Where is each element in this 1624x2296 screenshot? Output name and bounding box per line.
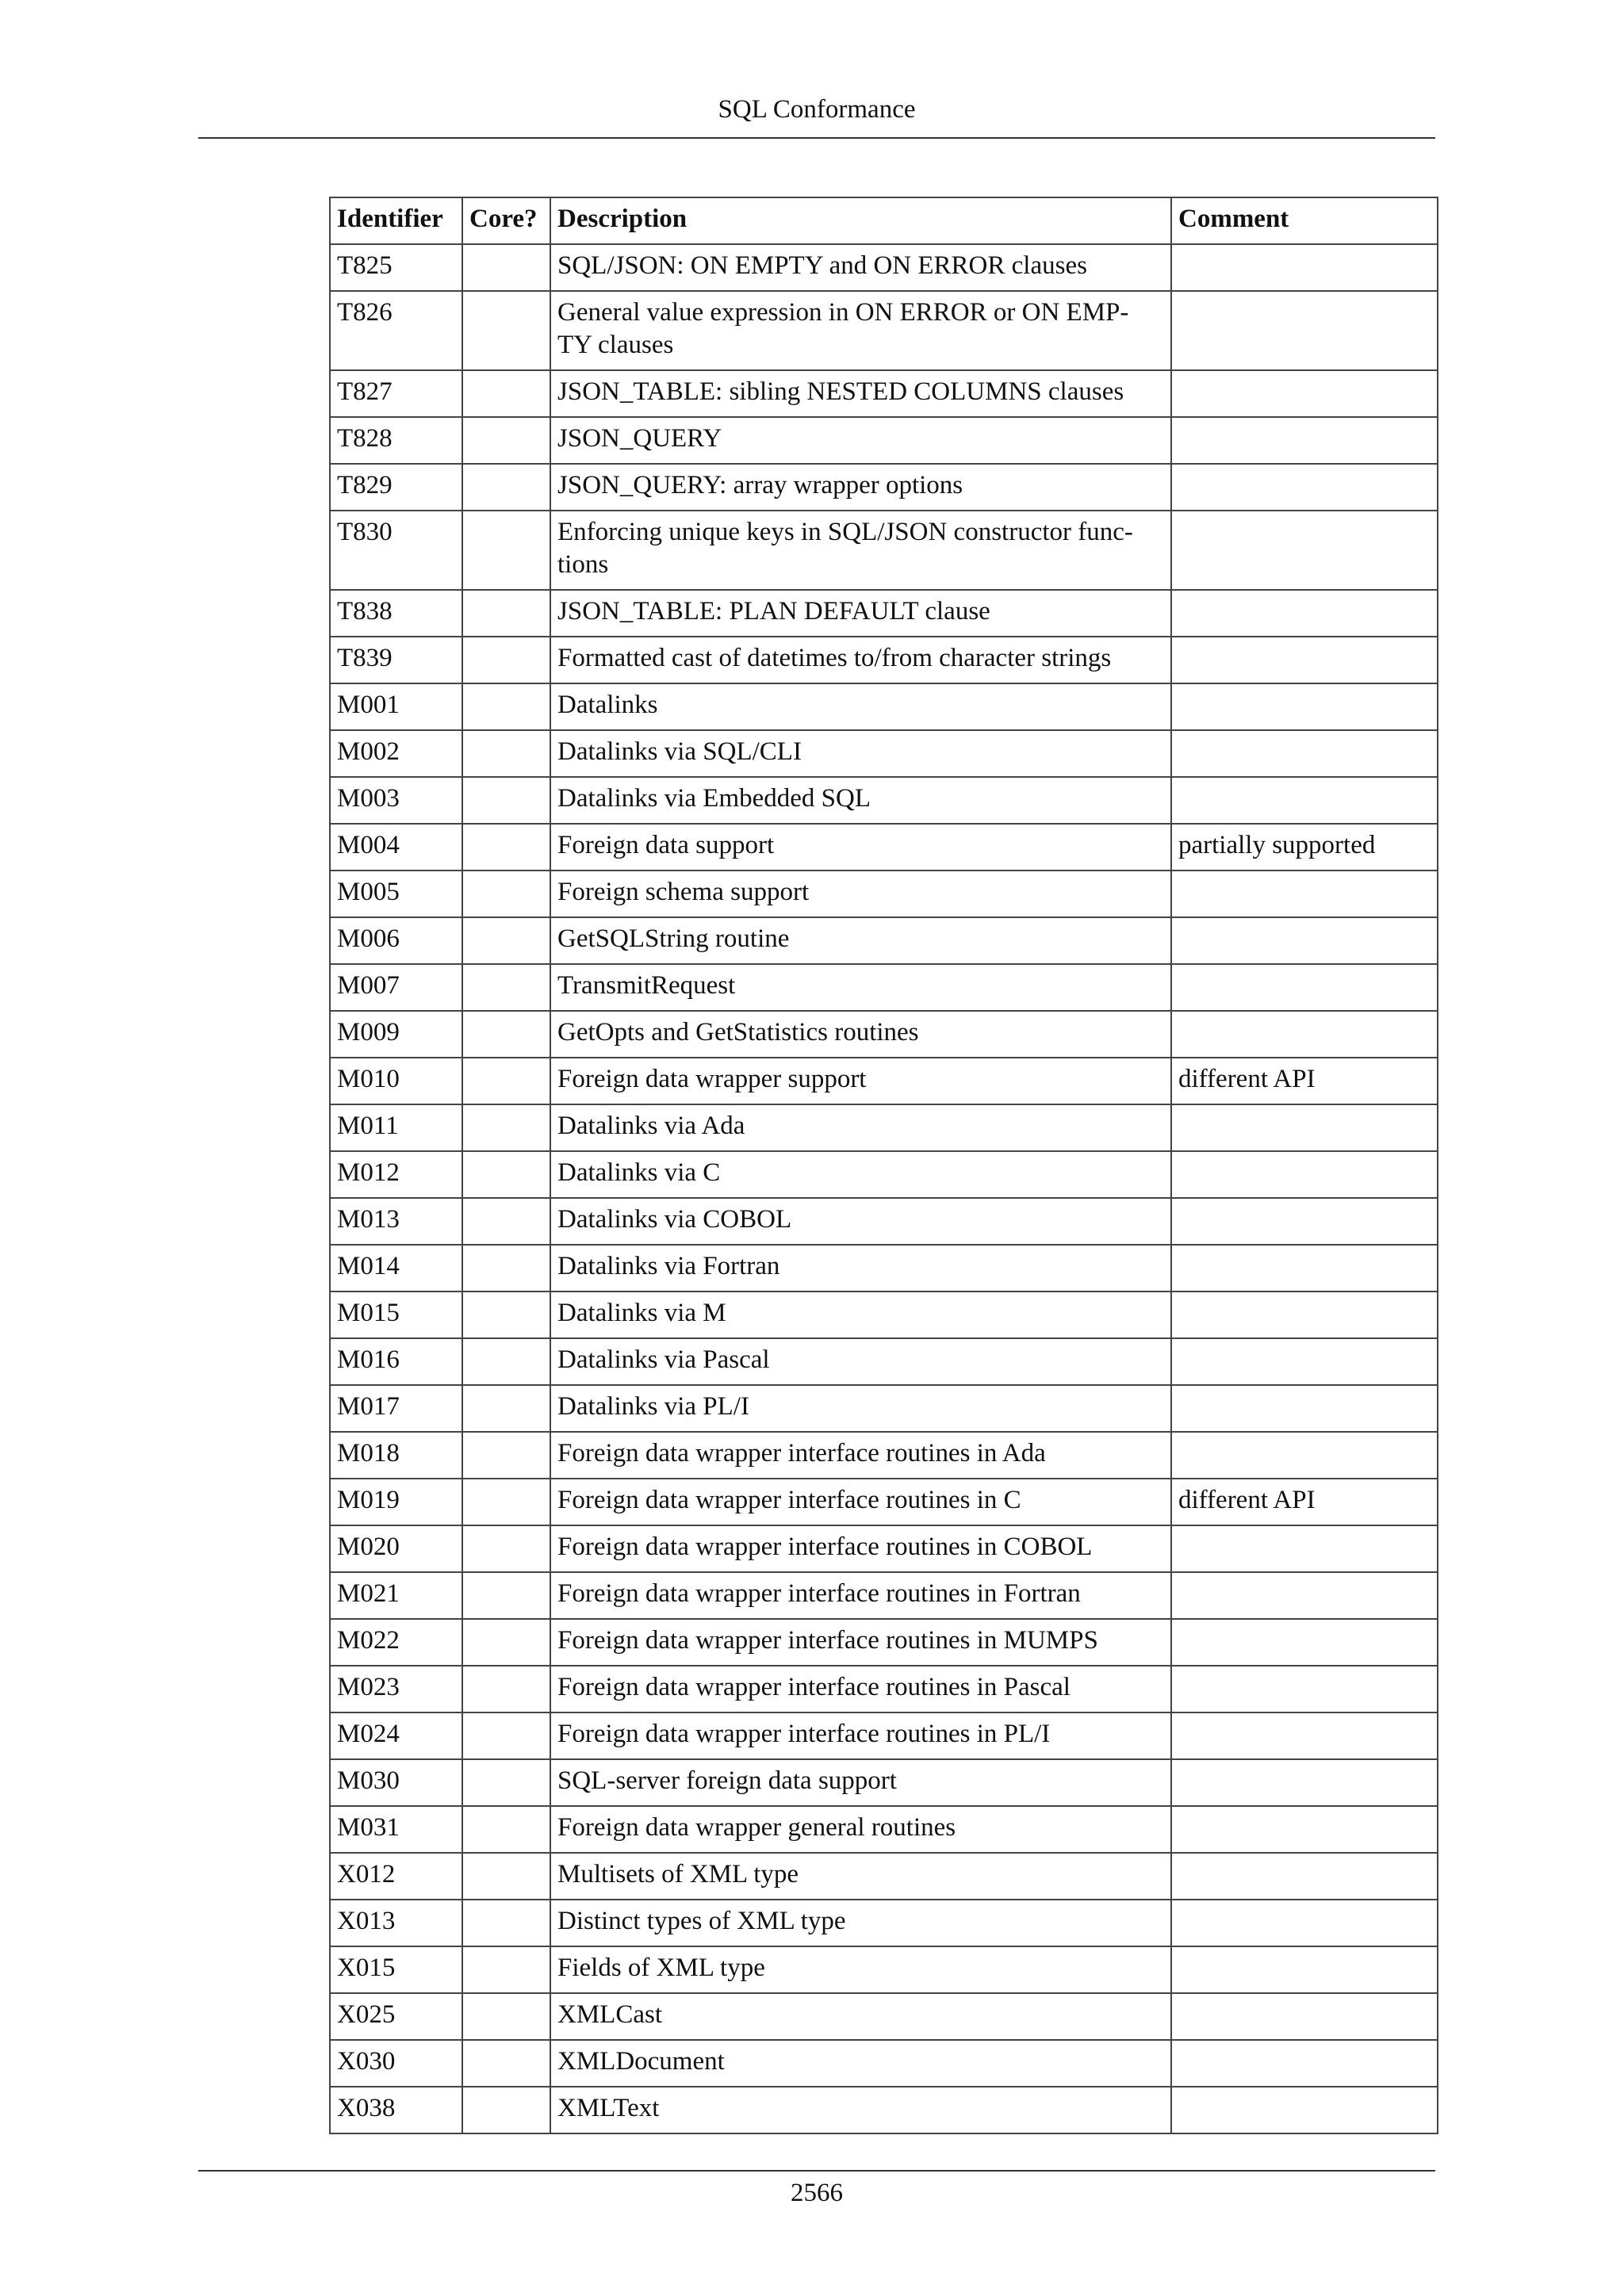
cell-identifier: T839 xyxy=(330,637,462,683)
cell-identifier: M018 xyxy=(330,1432,462,1479)
table-row xyxy=(330,1338,1438,1385)
cell-core xyxy=(462,917,550,964)
cell-comment xyxy=(1171,964,1438,1011)
cell-identifier: M004 xyxy=(330,824,462,871)
table-row xyxy=(330,683,1438,730)
cell-comment xyxy=(1171,1853,1438,1900)
cell-identifier: M013 xyxy=(330,1198,462,1245)
cell-description: Datalinks via Embedded SQL xyxy=(550,777,1171,824)
cell-description: XMLDocument xyxy=(550,2040,1171,2087)
table-row xyxy=(330,1712,1438,1759)
cell-core xyxy=(462,637,550,683)
cell-comment xyxy=(1171,1946,1438,1993)
cell-core xyxy=(462,1198,550,1245)
table-row xyxy=(330,1993,1438,2040)
header-divider xyxy=(198,137,1435,139)
cell-description: General value expression in ON ERROR or ON EMP- TY clauses xyxy=(550,291,1171,370)
table-row xyxy=(330,964,1438,1011)
cell-core xyxy=(462,1666,550,1712)
cell-description: XMLCast xyxy=(550,1993,1171,2040)
conformance-table xyxy=(329,197,1438,2134)
cell-comment xyxy=(1171,1011,1438,1058)
cell-description: Foreign schema support xyxy=(550,871,1171,917)
cell-description: Fields of XML type xyxy=(550,1946,1171,1993)
table-row xyxy=(330,1759,1438,1806)
cell-comment xyxy=(1171,1759,1438,1806)
cell-description: Datalinks via PL/I xyxy=(550,1385,1171,1432)
cell-description: Datalinks via M xyxy=(550,1292,1171,1338)
cell-identifier: T825 xyxy=(330,244,462,291)
cell-identifier: M010 xyxy=(330,1058,462,1104)
cell-identifier: M019 xyxy=(330,1479,462,1525)
cell-identifier: X038 xyxy=(330,2087,462,2133)
cell-description: Enforcing unique keys in SQL/JSON constructor func- tions xyxy=(550,511,1171,590)
cell-description: Foreign data wrapper interface routines in Pascal xyxy=(550,1666,1171,1712)
table-row xyxy=(330,244,1438,291)
table-row xyxy=(330,824,1438,871)
cell-core xyxy=(462,244,550,291)
table-header-row xyxy=(330,197,1438,244)
table-row xyxy=(330,370,1438,417)
cell-description: JSON_QUERY: array wrapper options xyxy=(550,464,1171,511)
cell-description: GetSQLString routine xyxy=(550,917,1171,964)
cell-description: Multisets of XML type xyxy=(550,1853,1171,1900)
cell-core xyxy=(462,291,550,370)
table-row xyxy=(330,2087,1438,2133)
table-row xyxy=(330,871,1438,917)
table-row xyxy=(330,637,1438,683)
column-header-description: Description xyxy=(550,197,1171,244)
cell-comment xyxy=(1171,1432,1438,1479)
cell-description: Datalinks via COBOL xyxy=(550,1198,1171,1245)
cell-identifier: T828 xyxy=(330,417,462,464)
cell-comment xyxy=(1171,730,1438,777)
cell-comment xyxy=(1171,464,1438,511)
cell-identifier: X012 xyxy=(330,1853,462,1900)
table-row xyxy=(330,730,1438,777)
cell-description: Foreign data wrapper interface routines in Fortran xyxy=(550,1572,1171,1619)
cell-identifier: X013 xyxy=(330,1900,462,1946)
cell-core xyxy=(462,2040,550,2087)
table-row xyxy=(330,1104,1438,1151)
table-row xyxy=(330,1198,1438,1245)
cell-identifier: X015 xyxy=(330,1946,462,1993)
cell-identifier: T829 xyxy=(330,464,462,511)
cell-identifier: M009 xyxy=(330,1011,462,1058)
cell-description: Foreign data wrapper support xyxy=(550,1058,1171,1104)
cell-core xyxy=(462,1058,550,1104)
column-header-identifier: Identifier xyxy=(330,197,462,244)
cell-identifier: M023 xyxy=(330,1666,462,1712)
cell-description: TransmitRequest xyxy=(550,964,1171,1011)
cell-description: Foreign data wrapper interface routines in Ada xyxy=(550,1432,1171,1479)
cell-core xyxy=(462,730,550,777)
cell-identifier: M001 xyxy=(330,683,462,730)
cell-identifier: X025 xyxy=(330,1993,462,2040)
cell-comment xyxy=(1171,1993,1438,2040)
cell-core xyxy=(462,1338,550,1385)
cell-core xyxy=(462,1619,550,1666)
cell-identifier: M024 xyxy=(330,1712,462,1759)
table-row xyxy=(330,590,1438,637)
cell-description: Foreign data wrapper interface routines in COBOL xyxy=(550,1525,1171,1572)
cell-identifier: T826 xyxy=(330,291,462,370)
cell-comment xyxy=(1171,511,1438,590)
cell-comment xyxy=(1171,1572,1438,1619)
page-number: 2566 xyxy=(791,2179,843,2207)
cell-comment: different API xyxy=(1171,1479,1438,1525)
cell-core xyxy=(462,1806,550,1853)
cell-description: XMLText xyxy=(550,2087,1171,2133)
table-row xyxy=(330,777,1438,824)
table-row xyxy=(330,464,1438,511)
cell-core xyxy=(462,370,550,417)
cell-identifier: M003 xyxy=(330,777,462,824)
cell-comment xyxy=(1171,244,1438,291)
cell-core xyxy=(462,1900,550,1946)
cell-comment xyxy=(1171,1198,1438,1245)
column-header-comment: Comment xyxy=(1171,197,1438,244)
table-row xyxy=(330,1058,1438,1104)
table-body xyxy=(330,244,1438,2133)
cell-identifier: M007 xyxy=(330,964,462,1011)
cell-description: JSON_QUERY xyxy=(550,417,1171,464)
cell-core xyxy=(462,1712,550,1759)
cell-comment xyxy=(1171,1245,1438,1292)
cell-identifier: M021 xyxy=(330,1572,462,1619)
cell-core xyxy=(462,1245,550,1292)
table-row xyxy=(330,1619,1438,1666)
table-row xyxy=(330,417,1438,464)
cell-description: Formatted cast of datetimes to/from character strings xyxy=(550,637,1171,683)
cell-comment xyxy=(1171,1385,1438,1432)
cell-comment xyxy=(1171,291,1438,370)
table-row xyxy=(330,1900,1438,1946)
cell-comment: partially supported xyxy=(1171,824,1438,871)
cell-identifier: X030 xyxy=(330,2040,462,2087)
table-row xyxy=(330,1432,1438,1479)
cell-description: JSON_TABLE: PLAN DEFAULT clause xyxy=(550,590,1171,637)
table-row xyxy=(330,1525,1438,1572)
cell-core xyxy=(462,777,550,824)
cell-identifier: M020 xyxy=(330,1525,462,1572)
cell-comment xyxy=(1171,1712,1438,1759)
cell-core xyxy=(462,1993,550,2040)
cell-identifier: M022 xyxy=(330,1619,462,1666)
cell-identifier: M016 xyxy=(330,1338,462,1385)
cell-description: JSON_TABLE: sibling NESTED COLUMNS clauses xyxy=(550,370,1171,417)
table-row xyxy=(330,1151,1438,1198)
cell-core xyxy=(462,1104,550,1151)
cell-description: Foreign data support xyxy=(550,824,1171,871)
cell-description: Foreign data wrapper interface routines in C xyxy=(550,1479,1171,1525)
cell-comment xyxy=(1171,777,1438,824)
cell-core xyxy=(462,2087,550,2133)
column-header-core: Core? xyxy=(462,197,550,244)
cell-core xyxy=(462,590,550,637)
cell-comment xyxy=(1171,1292,1438,1338)
cell-identifier: M012 xyxy=(330,1151,462,1198)
cell-core xyxy=(462,824,550,871)
table-row xyxy=(330,1853,1438,1900)
cell-description: Datalinks via C xyxy=(550,1151,1171,1198)
cell-identifier: M031 xyxy=(330,1806,462,1853)
cell-identifier: M017 xyxy=(330,1385,462,1432)
table-row xyxy=(330,291,1438,370)
cell-comment xyxy=(1171,1619,1438,1666)
cell-identifier: T830 xyxy=(330,511,462,590)
cell-description: SQL-server foreign data support xyxy=(550,1759,1171,1806)
cell-comment xyxy=(1171,1525,1438,1572)
cell-comment xyxy=(1171,1806,1438,1853)
cell-identifier: M006 xyxy=(330,917,462,964)
footer-divider xyxy=(198,2170,1435,2172)
cell-description: Distinct types of XML type xyxy=(550,1900,1171,1946)
cell-description: Foreign data wrapper interface routines in MUMPS xyxy=(550,1619,1171,1666)
cell-core xyxy=(462,464,550,511)
cell-core xyxy=(462,1151,550,1198)
cell-identifier: T827 xyxy=(330,370,462,417)
cell-identifier: T838 xyxy=(330,590,462,637)
cell-description: Datalinks via Ada xyxy=(550,1104,1171,1151)
table-row xyxy=(330,1806,1438,1853)
cell-core xyxy=(462,683,550,730)
cell-comment xyxy=(1171,590,1438,637)
cell-description: Foreign data wrapper general routines xyxy=(550,1806,1171,1853)
table-header xyxy=(330,197,1438,244)
cell-core xyxy=(462,511,550,590)
cell-identifier: M005 xyxy=(330,871,462,917)
cell-identifier: M015 xyxy=(330,1292,462,1338)
table-row xyxy=(330,917,1438,964)
cell-core xyxy=(462,1853,550,1900)
table-row xyxy=(330,1385,1438,1432)
cell-core xyxy=(462,1759,550,1806)
cell-core xyxy=(462,1011,550,1058)
cell-description: Datalinks via Pascal xyxy=(550,1338,1171,1385)
table-row xyxy=(330,1572,1438,1619)
cell-comment: different API xyxy=(1171,1058,1438,1104)
cell-core xyxy=(462,1292,550,1338)
table-row xyxy=(330,1479,1438,1525)
cell-comment xyxy=(1171,2087,1438,2133)
cell-core xyxy=(462,1432,550,1479)
cell-description: Datalinks via Fortran xyxy=(550,1245,1171,1292)
cell-core xyxy=(462,417,550,464)
table-row xyxy=(330,511,1438,590)
cell-identifier: M030 xyxy=(330,1759,462,1806)
table-row xyxy=(330,1011,1438,1058)
table-row xyxy=(330,1245,1438,1292)
cell-description: SQL/JSON: ON EMPTY and ON ERROR clauses xyxy=(550,244,1171,291)
table-row xyxy=(330,1666,1438,1712)
page-header-title: SQL Conformance xyxy=(718,95,916,124)
cell-comment xyxy=(1171,1338,1438,1385)
table-row xyxy=(330,1292,1438,1338)
cell-description: GetOpts and GetStatistics routines xyxy=(550,1011,1171,1058)
cell-identifier: M014 xyxy=(330,1245,462,1292)
cell-comment xyxy=(1171,637,1438,683)
cell-comment xyxy=(1171,370,1438,417)
cell-core xyxy=(462,1479,550,1525)
cell-core xyxy=(462,1572,550,1619)
cell-core xyxy=(462,1385,550,1432)
cell-comment xyxy=(1171,1104,1438,1151)
cell-comment xyxy=(1171,917,1438,964)
cell-description: Datalinks via SQL/CLI xyxy=(550,730,1171,777)
cell-description: Foreign data wrapper interface routines in PL/I xyxy=(550,1712,1171,1759)
cell-comment xyxy=(1171,871,1438,917)
cell-core xyxy=(462,871,550,917)
cell-comment xyxy=(1171,2040,1438,2087)
cell-comment xyxy=(1171,683,1438,730)
cell-core xyxy=(462,1946,550,1993)
cell-comment xyxy=(1171,1666,1438,1712)
table-row xyxy=(330,2040,1438,2087)
cell-description: Datalinks xyxy=(550,683,1171,730)
cell-identifier: M002 xyxy=(330,730,462,777)
cell-core xyxy=(462,1525,550,1572)
cell-core xyxy=(462,964,550,1011)
cell-comment xyxy=(1171,417,1438,464)
cell-comment xyxy=(1171,1151,1438,1198)
table-row xyxy=(330,1946,1438,1993)
cell-comment xyxy=(1171,1900,1438,1946)
cell-identifier: M011 xyxy=(330,1104,462,1151)
